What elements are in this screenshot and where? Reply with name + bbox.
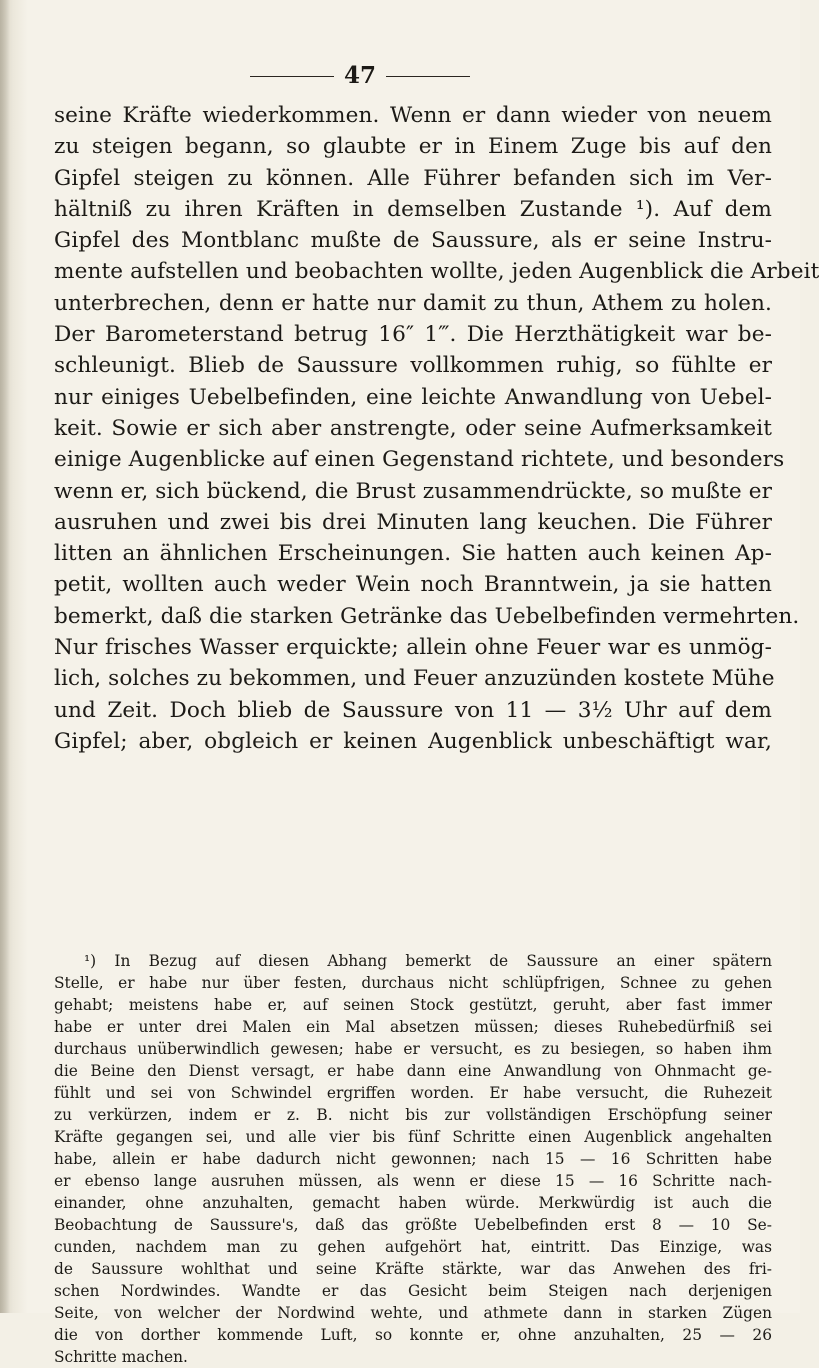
footnote-line: gehabt; meistens habe er, auf seinen Stock gestützt, geruht, aber fast immer [54, 996, 772, 1014]
text-line: wenn er, sich bückend, die Brust zusammendrückte, so mußte er [54, 478, 773, 504]
header-rule-left [250, 76, 334, 77]
text-line: schleunigt. Blieb de Saussure vollkommen ruhig, so fühlte er [54, 353, 772, 379]
footnote-line: habe, allein er habe dadurch nicht gewonnen; nach 15 — 16 Schritten habe [54, 1150, 772, 1168]
text-line: bemerkt, daß die starken Getränke das Uebelbefinden vermehrten. [54, 603, 800, 629]
footnote-line: er ebenso lange ausruhen müssen, als wenn er diese 15 — 16 Schritte nach- [54, 1172, 772, 1190]
header-rule-right [386, 76, 470, 77]
footnote-line: fühlt und sei von Schwindel ergriffen worden. Er habe versucht, die Ruhezeit [54, 1084, 772, 1102]
main-text [54, 100, 819, 757]
footnote-line: cunden, nachdem man zu gehen aufgehört hat, eintritt. Das Einzige, was [54, 1238, 772, 1256]
footnote-line: ¹) In Bezug auf diesen Abhang bemerkt de Saussure an einer spätern [84, 952, 772, 970]
footnote-line: Seite, von welcher der Nordwind wehte, und athmete dann in starken Zügen [54, 1304, 772, 1322]
footnote-line: Kräfte gegangen sei, und alle vier bis fünf Schritte einen Augenblick angehalten [54, 1128, 772, 1146]
text-line: einige Augenblicke auf einen Gegenstand richtete, und besonders [54, 447, 785, 473]
text-line: lich, solches zu bekommen, und Feuer anzuzünden kostete Mühe [54, 666, 775, 692]
footnote-line: de Saussure wohlthat und seine Kräfte stärkte, war das Anwehen des fri- [54, 1260, 772, 1278]
text-line: Gipfel steigen zu können. Alle Führer befanden sich im Ver- [54, 165, 772, 191]
footnote [54, 950, 772, 1368]
text-line: nur einiges Uebelbefinden, eine leichte Anwandlung von Uebel- [54, 384, 772, 410]
text-line: und Zeit. Doch blieb de Saussure von 11 — 3½ Uhr auf dem [54, 697, 772, 723]
text-line: Der Barometerstand betrug 16″ 1‴. Die Herzthätigkeit war be- [54, 322, 772, 348]
text-line: zu steigen begann, so glaubte er in Einem Zuge bis auf den [54, 134, 772, 160]
footnote-line: Schritte machen. [54, 1348, 188, 1366]
footnote-line: Beobachtung de Saussure's, daß das größte Uebelbefinden erst 8 — 10 Se- [54, 1216, 772, 1234]
text-line: unterbrechen, denn er hatte nur damit zu thun, Athem zu holen. [54, 290, 772, 316]
text-line: Nur frisches Wasser erquickte; allein ohne Feuer war es unmög- [54, 635, 772, 661]
text-line: litten an ähnlichen Erscheinungen. Sie hatten auch keinen Ap- [54, 541, 772, 567]
text-line: mente aufstellen und beobachten wollte, jeden Augenblick die Arbeit [54, 259, 819, 285]
text-line: Gipfel; aber, obgleich er keinen Augenblick unbeschäftigt war, [54, 728, 772, 754]
footnote-line: die Beine den Dienst versagt, er habe dann eine Anwandlung von Ohnmacht ge- [54, 1062, 772, 1080]
page-header [0, 62, 800, 92]
footnote-line: durchaus unüberwindlich gewesen; habe er versucht, es zu besiegen, so haben ihm [54, 1040, 772, 1058]
footnote-line: einander, ohne anzuhalten, gemacht haben würde. Merkwürdig ist auch die [54, 1194, 772, 1212]
footnote-line: Stelle, er habe nur über festen, durchaus nicht schlüpfrigen, Schnee zu gehen [54, 974, 772, 992]
footnote-line: habe er unter drei Malen ein Mal absetzen müssen; dieses Ruhebedürfniß sei [54, 1018, 772, 1036]
text-line: keit. Sowie er sich aber anstrengte, oder seine Aufmerksamkeit [54, 415, 772, 441]
text-line: petit, wollten auch weder Wein noch Branntwein, ja sie hatten [54, 572, 772, 598]
footnote-line: schen Nordwindes. Wandte er das Gesicht beim Steigen nach derjenigen [54, 1282, 772, 1300]
text-line: Gipfel des Montblanc mußte de Saussure, als er seine Instru- [54, 228, 772, 254]
gutter-shadow [0, 0, 10, 1313]
text-line: seine Kräfte wiederkommen. Wenn er dann wieder von neuem [54, 103, 772, 128]
page-number: 47 [343, 62, 376, 89]
text-line: ausruhen und zwei bis drei Minuten lang keuchen. Die Führer [54, 509, 772, 535]
text-line: hältniß zu ihren Kräften in demselben Zustande ¹). Auf dem [54, 196, 772, 222]
footnote-line: die von dorther kommende Luft, so konnte er, ohne anzuhalten, 25 — 26 [54, 1326, 772, 1344]
footnote-line: zu verkürzen, indem er z. B. nicht bis zur vollständigen Erschöpfung seiner [54, 1106, 772, 1124]
